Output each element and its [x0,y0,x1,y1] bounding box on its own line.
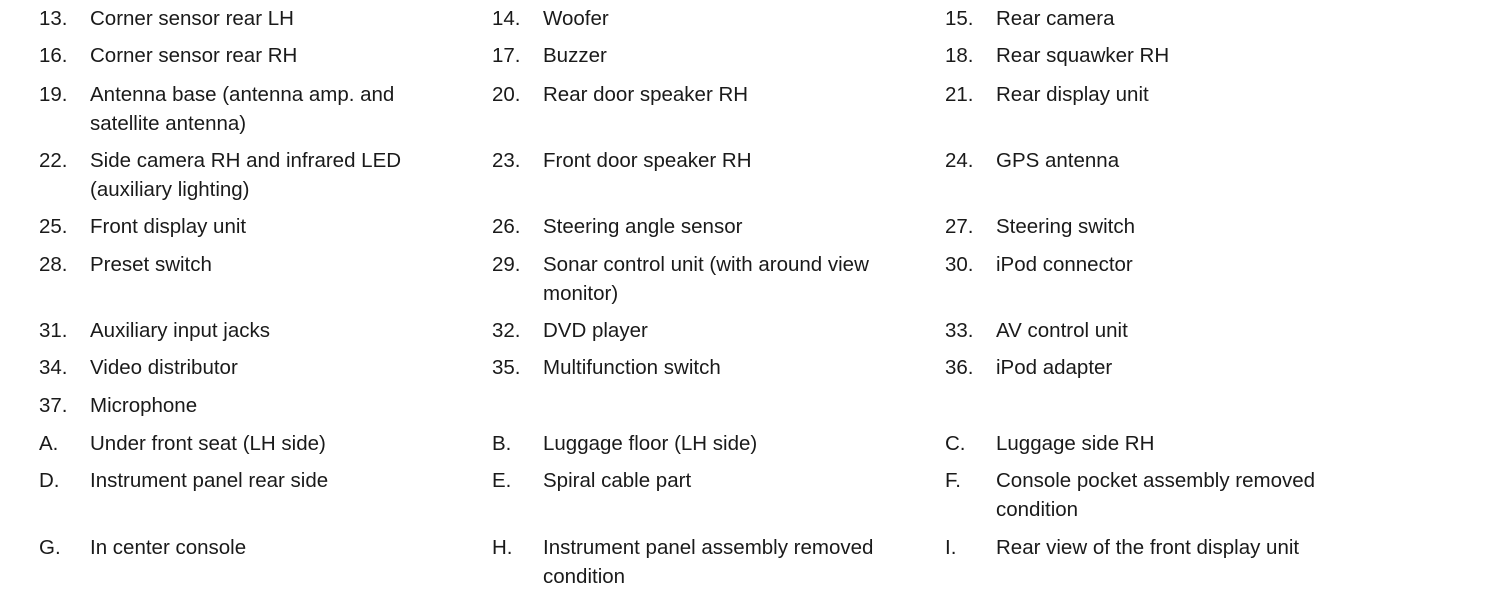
legend-item-29 [492,251,913,308]
legend-item-A [39,430,460,459]
legend-item-number: 35. [492,356,521,379]
legend-item-number: 27. [945,215,974,238]
legend-item-35 [492,354,913,383]
legend-item-letter: H. [492,536,513,559]
legend-item-number: 19. [39,83,68,106]
legend-item-letter: G. [39,536,61,559]
legend-item-letter: I. [945,536,957,559]
legend-item-27 [945,213,1376,242]
legend-item-label: Rear view of the front display unit [996,536,1300,559]
legend-item-36 [945,354,1376,383]
legend-item-label: Luggage side RH [996,432,1155,455]
legend-item-label: Sonar control unit (with around view monitor) [543,253,869,305]
legend-item-label: DVD player [543,319,648,342]
legend-item-number: 14. [492,7,521,30]
legend-item-label: Rear squawker RH [996,44,1170,67]
legend-item-34 [39,354,460,383]
legend-item-G [39,534,460,563]
legend-item-22 [39,147,460,204]
legend-item-label: Video distributor [90,356,238,379]
legend-item-18 [945,42,1376,71]
legend-item-14 [492,5,913,34]
legend-item-label: AV control unit [996,319,1128,342]
legend-item-number: 31. [39,319,68,342]
legend-item-F [945,467,1376,524]
legend-item-37 [39,392,460,421]
legend-item-label: Multifunction switch [543,356,721,379]
legend-item-letter: A. [39,432,59,455]
legend-item-32 [492,317,913,346]
legend-item-label: Rear camera [996,7,1115,30]
legend-item-number: 34. [39,356,68,379]
legend-item-label: Rear display unit [996,83,1149,106]
legend-item-label: Spiral cable part [543,469,692,492]
legend-item-number: 22. [39,149,68,172]
legend-item-number: 33. [945,319,974,342]
legend-item-number: 13. [39,7,68,30]
legend-item-number: 36. [945,356,974,379]
legend-item-number: 25. [39,215,68,238]
legend-item-label: Console pocket assembly removed condition [996,469,1316,521]
legend-item-16 [39,42,460,71]
legend-item-label: Woofer [543,7,609,30]
legend-item-number: 23. [492,149,521,172]
legend-item-label: iPod adapter [996,356,1113,379]
legend-item-label: Front door speaker RH [543,149,752,172]
legend-item-number: 37. [39,394,68,417]
legend-item-number: 20. [492,83,521,106]
legend-item-25 [39,213,460,242]
legend-item-label: Preset switch [90,253,212,276]
legend-item-label: Corner sensor rear LH [90,7,294,30]
legend-item-33 [945,317,1376,346]
legend-item-label: Microphone [90,394,198,417]
legend-item-number: 15. [945,7,974,30]
legend-item-number: 29. [492,253,521,276]
legend-item-number: 30. [945,253,974,276]
legend-item-13 [39,5,460,34]
legend-item-17 [492,42,913,71]
legend-item-label: Corner sensor rear RH [90,44,298,67]
legend-item-label: Rear door speaker RH [543,83,749,106]
legend-item-31 [39,317,460,346]
legend-item-21 [945,81,1376,110]
legend-item-letter: C. [945,432,966,455]
legend-item-letter: D. [39,469,60,492]
legend-item-15 [945,5,1376,34]
legend-item-number: 24. [945,149,974,172]
legend-item-C [945,430,1376,459]
legend-item-label: Under front seat (LH side) [90,432,326,455]
legend-item-20 [492,81,913,110]
legend-item-label: Luggage floor (LH side) [543,432,758,455]
legend-item-B [492,430,913,459]
legend-item-23 [492,147,913,176]
legend-item-label: GPS antenna [996,149,1120,172]
legend-item-I [945,534,1376,563]
legend-item-H [492,534,913,591]
legend-item-30 [945,251,1376,280]
legend-item-number: 18. [945,44,974,67]
legend-item-number: 26. [492,215,521,238]
legend-item-number: 17. [492,44,521,67]
legend-item-E [492,467,913,496]
legend-item-label: Buzzer [543,44,607,67]
legend-item-number: 32. [492,319,521,342]
legend-item-letter: B. [492,432,512,455]
legend-item-number: 16. [39,44,68,67]
legend-item-28 [39,251,460,280]
legend-item-D [39,467,460,496]
legend-item-label: Steering switch [996,215,1136,238]
legend-item-number: 21. [945,83,974,106]
legend-item-label: Auxiliary input jacks [90,319,271,342]
legend-item-number: 28. [39,253,68,276]
legend-item-19 [39,81,460,138]
legend-item-label: Front display unit [90,215,247,238]
legend-item-label: Instrument panel rear side [90,469,329,492]
legend-item-letter: E. [492,469,512,492]
legend-item-label: In center console [90,536,247,559]
legend-item-letter: F. [945,469,961,492]
legend-item-24 [945,147,1376,176]
legend-item-label: Steering angle sensor [543,215,743,238]
legend-item-label: Antenna base (antenna amp. and satellite antenna) [90,83,395,135]
legend-item-label: iPod connector [996,253,1133,276]
legend-item-label: Instrument panel assembly removed condition [543,536,874,588]
legend-item-label: Side camera RH and infrared LED (auxiliary lighting) [90,149,402,201]
legend-item-26 [492,213,913,242]
